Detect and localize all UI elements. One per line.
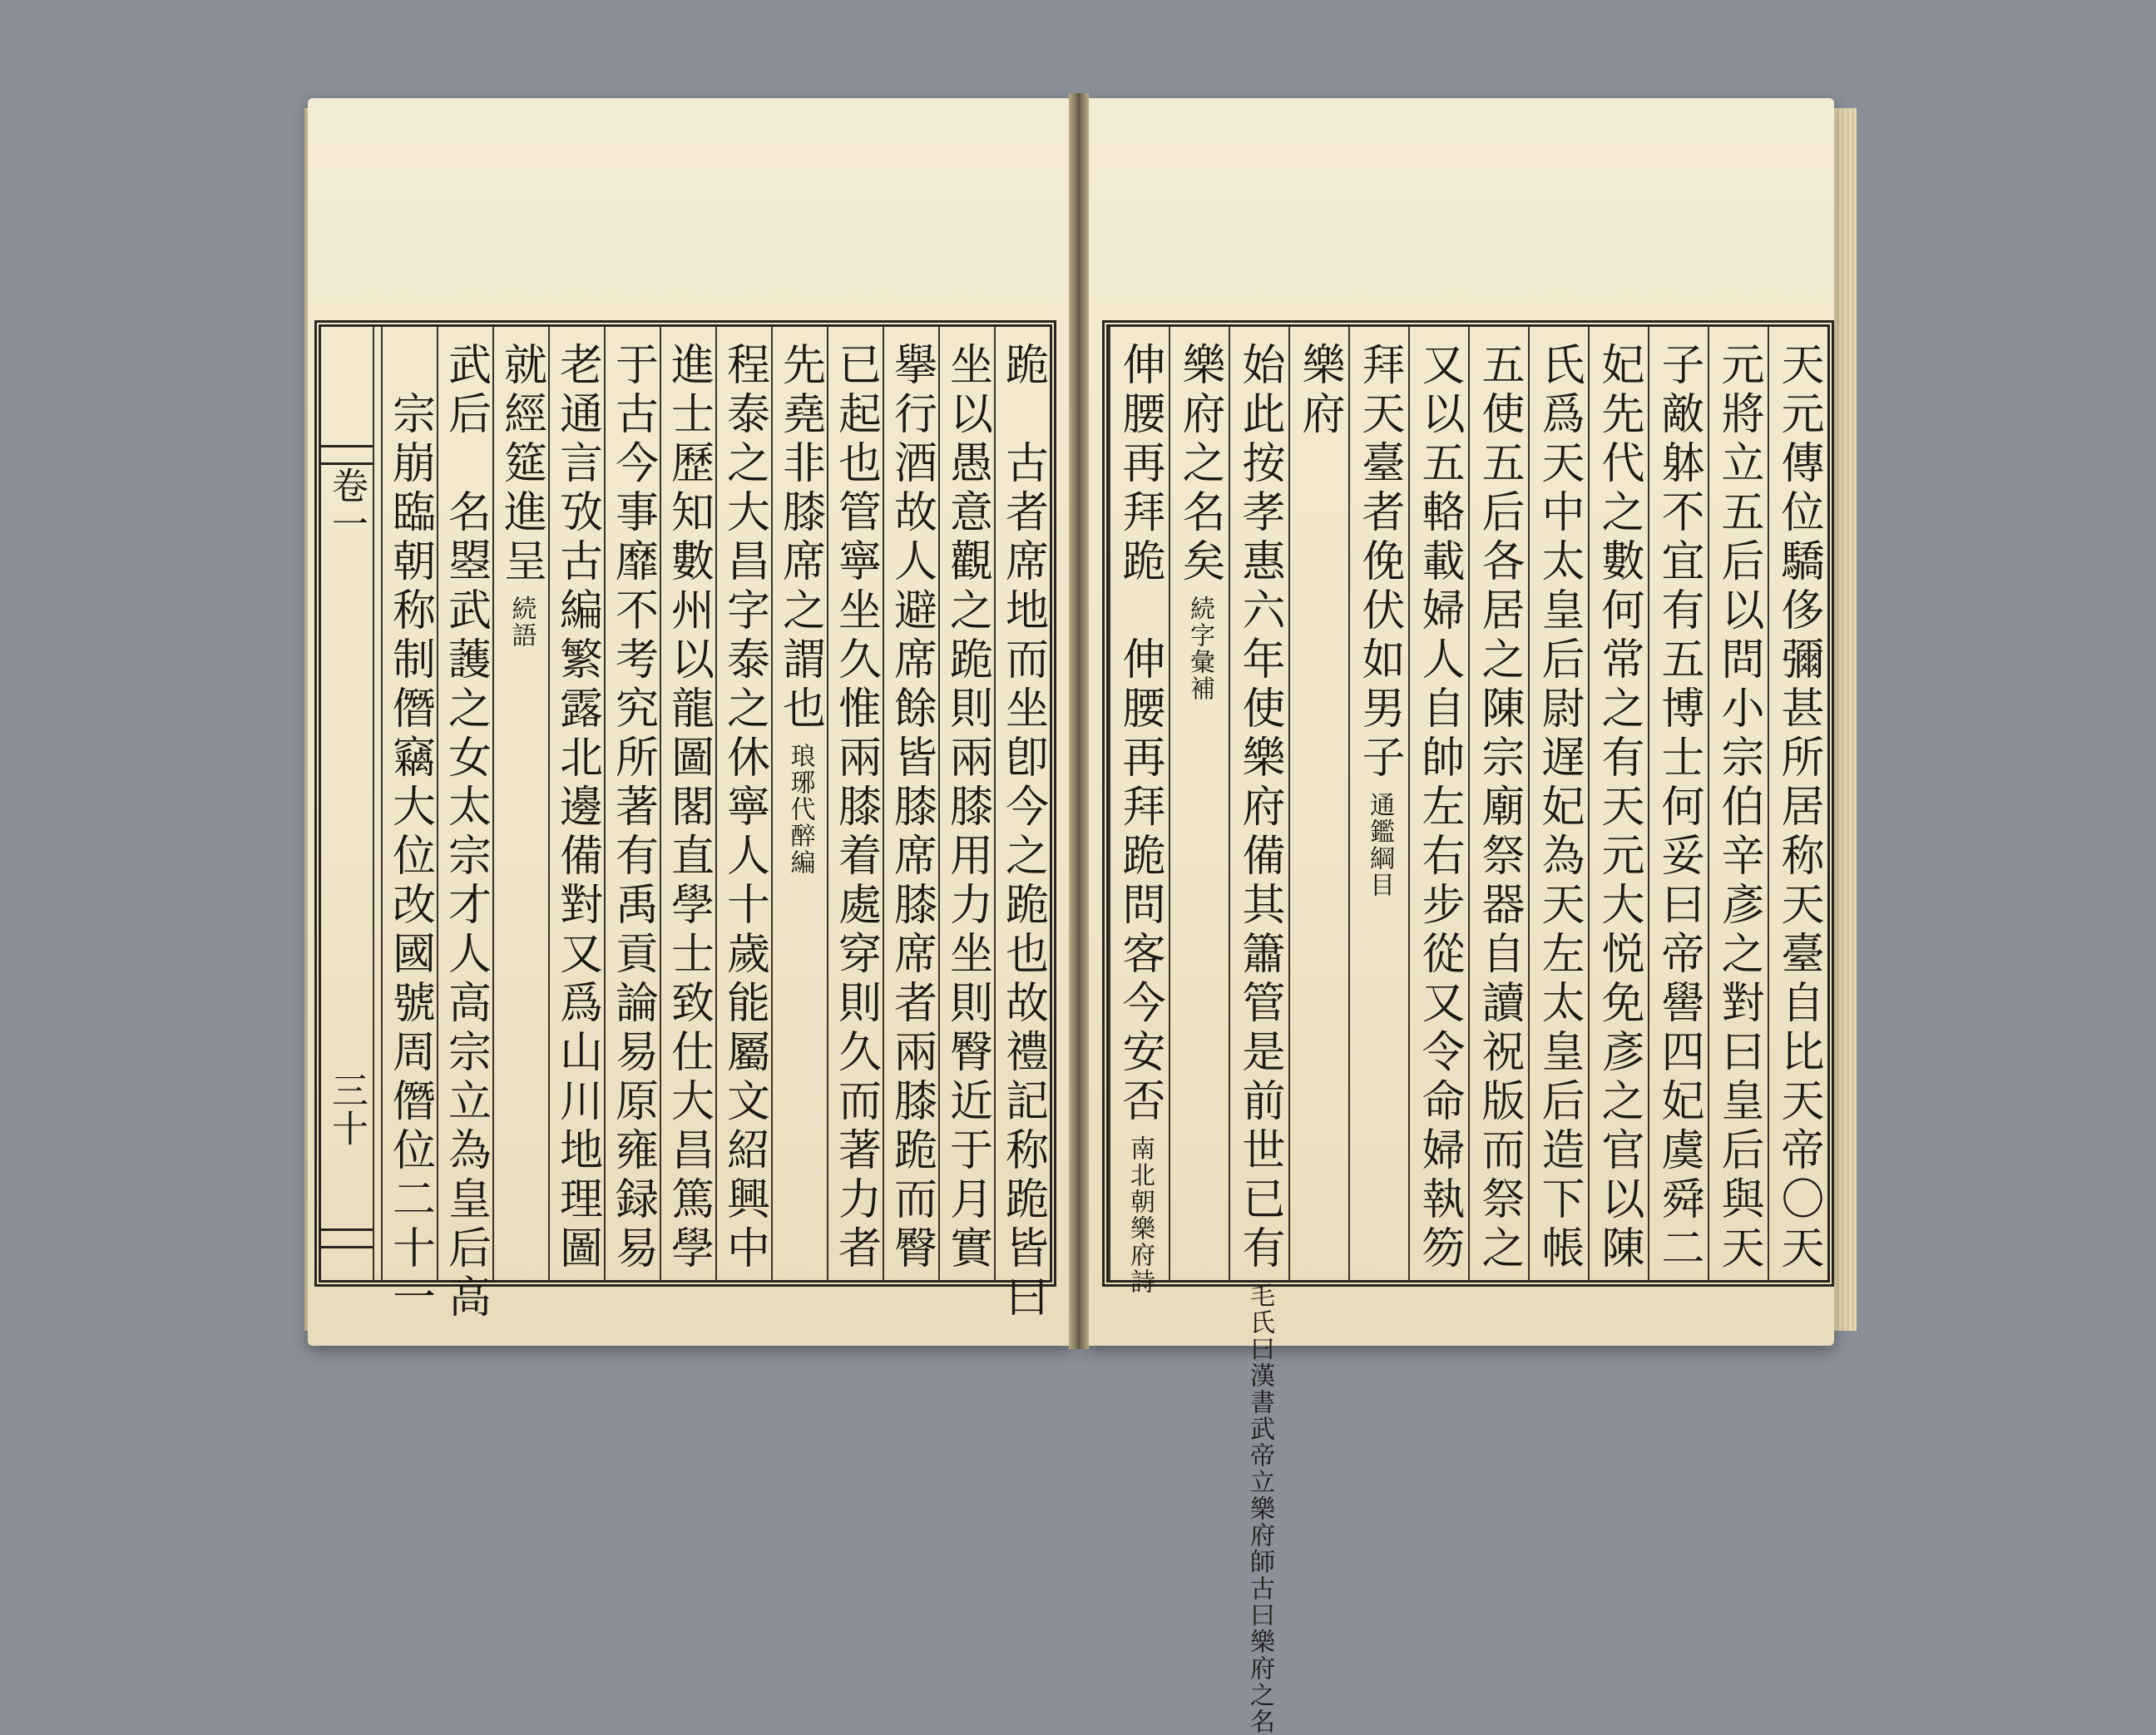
column-main-text: 伸腰再拜跪 伸腰再拜跪問客今安否 (1115, 342, 1165, 1127)
column-wrap (940, 342, 995, 1280)
column-text (438, 327, 492, 1323)
column-wrap (828, 342, 883, 1280)
column-main-text: 擧行酒故人避席餘皆膝席膝席者兩膝跪而臀 (886, 342, 937, 1274)
column-text (1290, 327, 1348, 1280)
column-wrap (1232, 342, 1287, 1735)
column-wrap (1292, 342, 1347, 1280)
text-column (1169, 327, 1229, 1280)
fold-marker-top (321, 445, 373, 465)
text-column (1468, 327, 1528, 1280)
column-main-text: 于古今事靡不考究所著有禹貢論易原雍録易 (607, 342, 658, 1274)
column-wrap (1651, 342, 1706, 1280)
text-column (381, 327, 437, 1323)
right-text-frame (1102, 320, 1834, 1735)
column-text (717, 327, 771, 1280)
column-text (1170, 327, 1229, 1280)
column-main-text: 武后 名曌武䕶之女太宗才人高宗立為皇后高 (440, 342, 491, 1323)
column-main-text: 又以五輅載婦人自帥左右步從又令命婦執笏 (1414, 342, 1464, 1274)
text-column (492, 327, 548, 1280)
text-column (548, 327, 604, 1280)
column-text (1470, 327, 1528, 1280)
text-column (604, 327, 660, 1280)
column-main-text: 始此按孝惠六年使樂府備其簫管是前世已有 (1234, 342, 1284, 1274)
text-column (1408, 327, 1468, 1280)
column-main-text: 子敵躰不宜有五博士何妥曰帝嚳四妃虞舜二 (1654, 342, 1704, 1274)
column-wrap (494, 342, 549, 1280)
column-text (1410, 327, 1468, 1280)
text-column (771, 327, 827, 1280)
column-text (996, 327, 1050, 1323)
column-main-text: 宗崩臨朝称制僭竊大位改國號周僭位二十一 (384, 342, 435, 1323)
column-text (383, 327, 437, 1323)
column-text (1350, 327, 1408, 1280)
book-gutter (1069, 93, 1089, 1349)
column-wrap (383, 342, 438, 1323)
page-number: 三十 (325, 1071, 368, 1148)
column-wrap (996, 342, 1051, 1323)
column-wrap (773, 342, 828, 1280)
column-main-text: 樂府之名矣 (1174, 342, 1224, 587)
column-text (940, 327, 994, 1280)
text-column (1528, 327, 1588, 1280)
text-column (1229, 327, 1288, 1735)
fold-column (321, 327, 374, 1280)
column-main-text: 已起也管寧坐久惟兩膝着處穿則久而著力者 (830, 342, 881, 1274)
column-main-text: 跪 古者席地而坐卽今之跪也故禮記称跪皆曰 (997, 342, 1048, 1323)
fold-marker-bottom (321, 1228, 373, 1248)
column-annotation: 続字彙補 (1185, 596, 1214, 702)
text-column (994, 327, 1050, 1323)
text-column (938, 327, 994, 1280)
column-annotation: 通鑑綱目 (1365, 792, 1394, 898)
column-text (1649, 327, 1708, 1280)
column-text (661, 327, 715, 1280)
text-column (1109, 327, 1169, 1295)
column-text (606, 327, 660, 1280)
column-main-text: 天元傳位驕侈彌甚所居称天臺自比天帝〇天 (1773, 342, 1823, 1274)
column-text (550, 327, 604, 1280)
text-column (1288, 327, 1348, 1280)
column-main-text: 程泰之大昌字泰之休寧人十歲能屬文紹興中 (719, 342, 769, 1274)
column-wrap (1591, 342, 1646, 1280)
text-column (660, 327, 715, 1280)
text-column (1768, 327, 1827, 1280)
column-text (1230, 327, 1288, 1735)
column-text (1769, 327, 1827, 1280)
text-column (1348, 327, 1408, 1280)
column-wrap (1412, 342, 1466, 1280)
text-column (1648, 327, 1708, 1280)
column-wrap (438, 342, 493, 1323)
left-text-frame (314, 320, 1056, 1323)
column-main-text: 進士歷知數州以龍圖閣直學士致仕大昌篤學 (663, 342, 714, 1274)
column-text (1709, 327, 1768, 1280)
text-column (1708, 327, 1768, 1280)
text-column (883, 327, 938, 1280)
column-text (773, 327, 827, 1280)
column-wrap (550, 342, 605, 1280)
column-text (1590, 327, 1648, 1280)
column-main-text: 樂府 (1294, 342, 1344, 440)
column-main-text: 坐以愚意觀之跪則兩膝用力坐則臀近于月實 (942, 342, 992, 1274)
column-text (884, 327, 938, 1280)
column-wrap (1112, 342, 1167, 1295)
column-main-text: 五使五后各居之陳宗廟祭器自讀祝版而祭之 (1474, 342, 1524, 1274)
column-wrap (661, 342, 716, 1280)
column-text (1110, 327, 1169, 1295)
column-text (494, 327, 548, 1280)
column-main-text: 妃先代之數何常之有天元大悦免彥之官以陳 (1594, 342, 1644, 1274)
column-main-text: 元將立五后以問小宗伯辛彥之對曰皇后與天 (1713, 342, 1763, 1274)
column-wrap (1711, 342, 1766, 1280)
volume-label: 卷一 (325, 467, 368, 543)
column-main-text: 先堯非膝席之謂也 (774, 342, 825, 734)
column-annotation: 南北朝樂府詩 (1125, 1135, 1155, 1295)
column-main-text: 老通言攷古編繁露北邊備對又爲山川地理圖 (551, 342, 602, 1274)
column-wrap (1172, 342, 1227, 1280)
column-wrap (717, 342, 772, 1280)
column-wrap (1531, 342, 1586, 1280)
column-wrap (1771, 342, 1826, 1280)
column-wrap (884, 342, 939, 1280)
column-main-text: 拜天臺者俛伏如男子 (1354, 342, 1404, 783)
column-main-text: 就經筵進呈 (496, 342, 546, 587)
column-annotation: 続語 (507, 596, 537, 649)
column-annotation: 琅琊代醉編 (785, 743, 815, 876)
column-annotation: 毛氏曰漢書武帝立樂府師古曰樂府之名 (1245, 1283, 1274, 1735)
column-wrap (1471, 342, 1526, 1280)
column-text (1530, 327, 1588, 1280)
column-main-text: 氏爲天中太皇后尉遅妃為天左太皇后造下帳 (1534, 342, 1584, 1274)
text-column (715, 327, 771, 1280)
column-wrap (1352, 342, 1407, 1280)
text-column (1588, 327, 1648, 1280)
text-column (827, 327, 883, 1280)
text-column (437, 327, 492, 1323)
column-wrap (606, 342, 660, 1280)
column-text (828, 327, 883, 1280)
